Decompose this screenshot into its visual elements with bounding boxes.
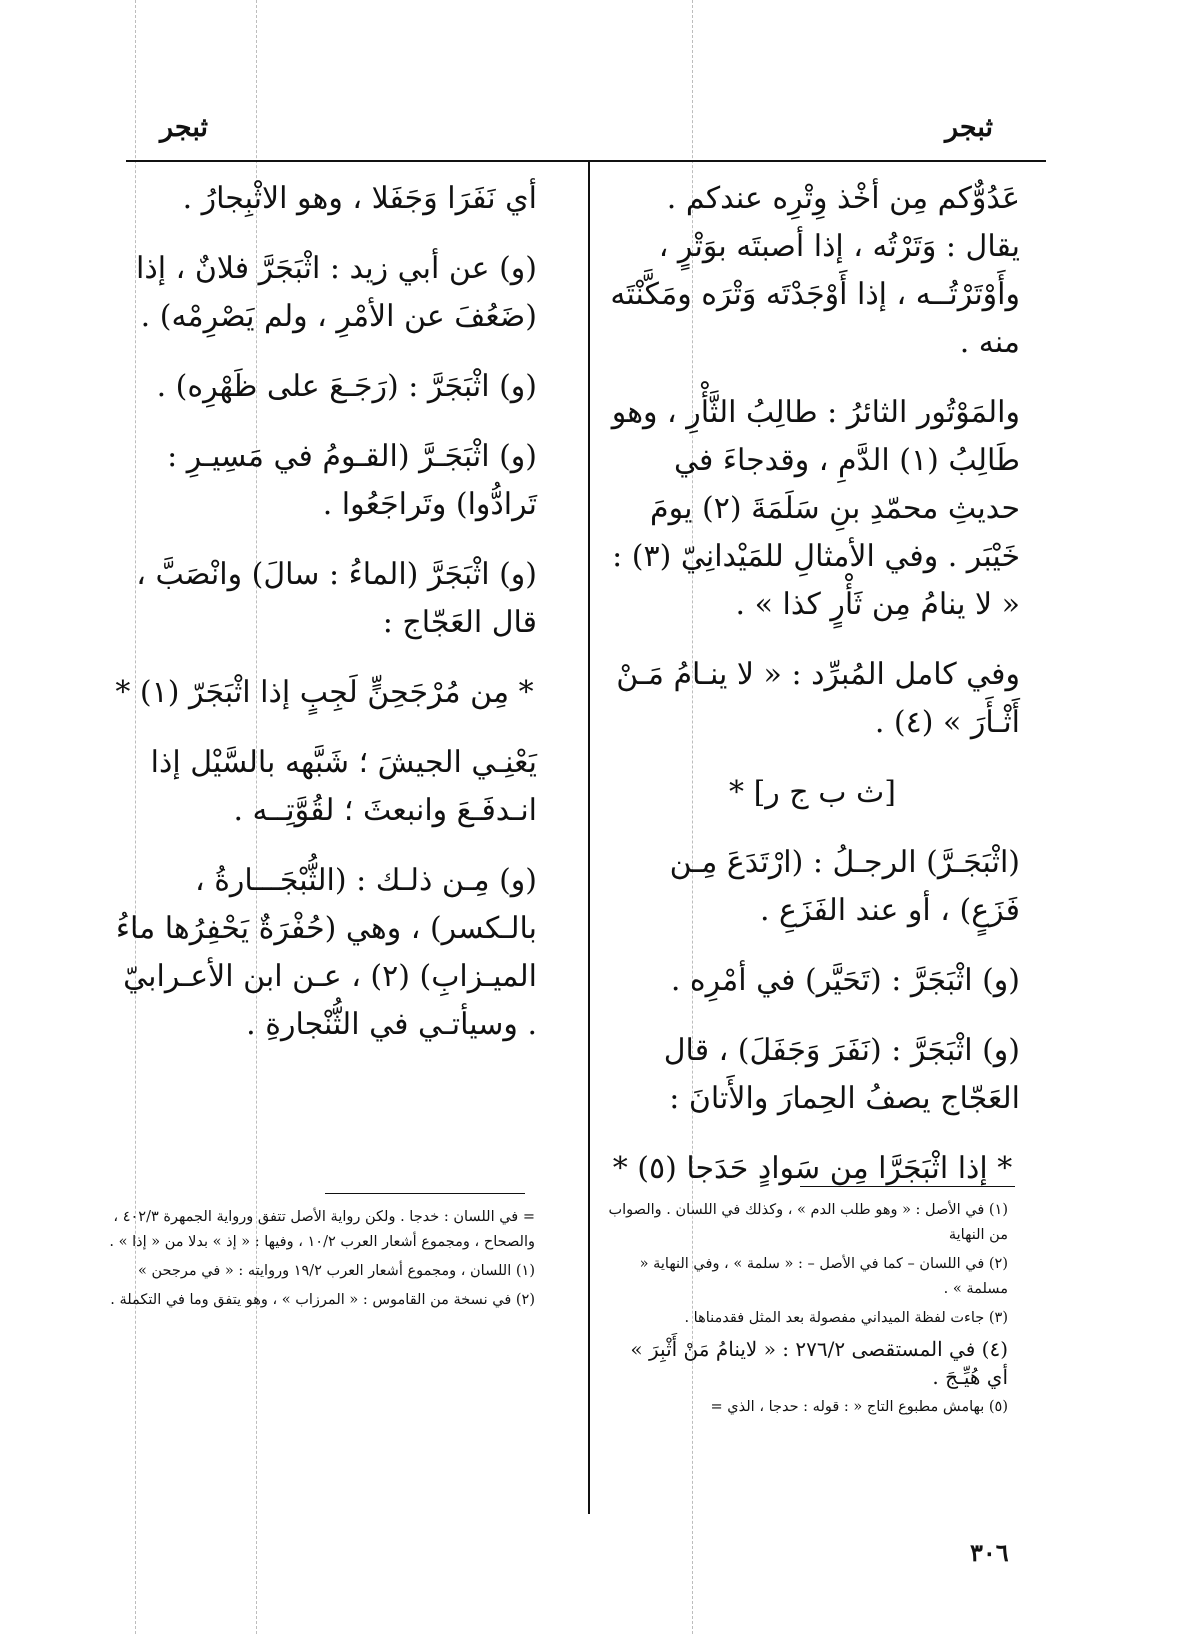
paragraph: أي نَفَرَا وَجَفَلا ، وهو الاثْبِجارُ . bbox=[182, 181, 537, 216]
running-header-left: ثبجر bbox=[160, 112, 208, 143]
paragraph: (و) اثْبَجَرَّ : (تَحَيَّر) في أمْرِه . bbox=[670, 963, 1020, 998]
footnote: (٥) بهامش مطبوع التاج « : قوله : حدجا ، الذي = bbox=[710, 1399, 1008, 1415]
footnote-rule-left bbox=[325, 1193, 525, 1194]
paragraph: (اثْبَجَـرَّ) الرجـلُ : (ارْتَدَعَ مِـن فَزَعٍ) ، أو عند الفَزَعِ . bbox=[669, 845, 1020, 928]
left-column bbox=[112, 175, 537, 1071]
verse-line: * إذا اثْبَجَرَّا مِن سَوادٍ حَدَجا (٥) * bbox=[612, 1151, 1013, 1186]
footnote: = في اللسان : خدجا . ولكن رواية الأصل تتفق ورواية الجمهرة ٤٠٢/٣ ، والصحاح ، ومجموع أشعار العرب ١٠/٢ ، وفيها : « إذ » بدلا من « إذا » . bbox=[109, 1209, 535, 1250]
footnote-rule-right bbox=[800, 1186, 1015, 1187]
header-rule bbox=[126, 160, 1046, 162]
paragraph: عَدُوٌّكم مِن أخْذ وِتْرِه عندكم . يقال : وَتَرْتُه ، إذا أصبتَه بوَتْرٍ ، وأَوْتَرْتُــه ، إذا أَوْجَدْتَه وَتْرَه ومَكَّنْتَه منه . bbox=[610, 181, 1020, 360]
paragraph: والمَوْتُور الثائرُ : طالِبُ الثَّأْرِ ، وهو طَالِبُ (١) الدَّمِ ، وقدجاءَ في حديثِ محمّدِ بنِ سَلَمَةَ (٢) يومَ خَيْبَر . وفي الأمثالِ للمَيْدانِيّ (٣) : « لا ينامُ مِن ثَأْرٍ كذا » . bbox=[611, 395, 1020, 622]
paragraph: (و) اثْبَجَرَّ : (رَجَـعَ على ظَهْرِه) . bbox=[156, 369, 537, 404]
paragraph: (و) اثْبَجَرَّ (الماءُ : سالَ) وانْصَبَّ ، قال العَجّاج : bbox=[136, 557, 537, 640]
running-header-right: ثبجر bbox=[945, 112, 993, 143]
footnote: (٢) في نسخة من القاموس : « المرزاب » ، وهو يتفق وما في التكملة . bbox=[110, 1292, 535, 1308]
paragraph: (و) مِـن ذلـك : (الثُّبْجَـــارةُ ، بالـكسر) ، وهي (حُفْرَةٌ يَحْفِرُها ماءُ الميـزابِ) (٢) ، عـن ابن الأعـرابيّ . وسيأتـي في الثُّنْجارةِ . bbox=[115, 863, 537, 1042]
paragraph: وفي كامل المُبرِّد : « لا ينـامُ مَـنْ أَثْـأَرَ » (٤) . bbox=[616, 657, 1020, 740]
footnote: (٤) في المستقصى ٢٧٦/٢ : « لاينامُ مَنْ أَثْبِرَ » أي هُيِّـجَ . bbox=[630, 1337, 1008, 1389]
right-column bbox=[605, 175, 1020, 1215]
paragraph: (و) اثْبَجَرَّ : (نَفَرَ وَجَفَلَ) ، قال العَجّاج يصفُ الحِمارَ والأَتانَ : bbox=[663, 1033, 1020, 1116]
paragraph: يَعْنِـي الجيشَ ؛ شَبَّهه بالسَّيْل إذا انـدفَـعَ وانبعثَ ؛ لقُوَّتِــه . bbox=[150, 745, 537, 828]
footnote: (١) في الأصل : « وهو طلب الدم » ، وكذلك في اللسان . والصواب من النهاية bbox=[608, 1202, 1008, 1243]
entry-heading: [ث ب ج ر] * bbox=[729, 775, 896, 810]
right-footnotes bbox=[608, 1198, 1008, 1424]
page-number: ٣٠٦ bbox=[970, 1538, 1009, 1567]
paragraph: (و) عن أبي زيد : اثْبَجَرَّ فلانٌ ، إذا (ضَعُفَ عن الأمْرِ ، ولم يَصْرِمْه) . bbox=[136, 251, 537, 334]
paragraph: (و) اثْبَجَـرَّ (القـومُ في مَسِيـرِ : تَرادُّوا) وتَراجَعُوا . bbox=[167, 439, 537, 522]
verse-line: * مِن مُرْجَحِنٍّ لَجِبٍ إذا اثْبَجَرّ (١) * bbox=[115, 675, 534, 710]
left-footnotes bbox=[105, 1205, 535, 1317]
column-divider bbox=[588, 162, 590, 1514]
footnote: (٢) في اللسان – كما في الأصل – : « سلمة » ، وفي النهاية « مسلمة » . bbox=[639, 1256, 1008, 1297]
footnote: (٣) جاءت لفظة الميداني مفصولة بعد المثل فقدمناها . bbox=[684, 1310, 1008, 1326]
footnote: (١) اللسان ، ومجموع أشعار العرب ١٩/٢ وروايته : « في مرجحن » bbox=[138, 1263, 535, 1279]
